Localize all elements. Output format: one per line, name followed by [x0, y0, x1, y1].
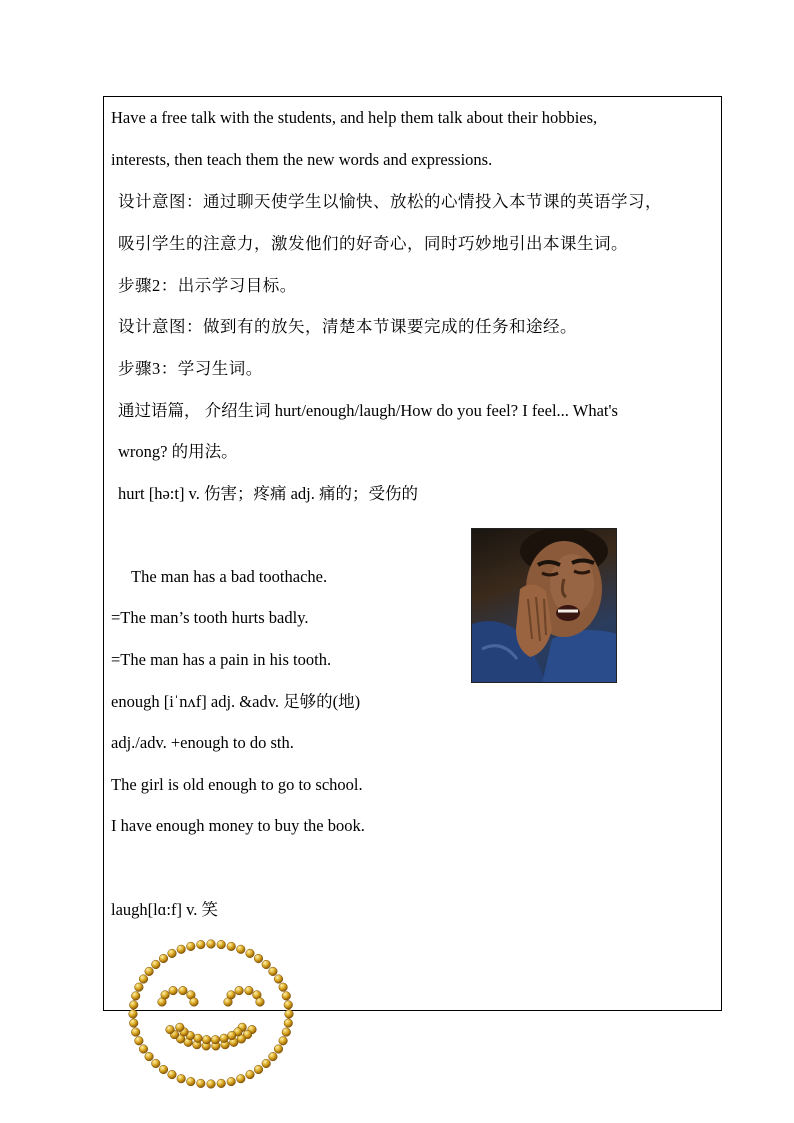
bead — [237, 945, 246, 954]
step-2-heading: 步骤2：出示学习目标。 — [118, 276, 297, 295]
bead — [176, 1023, 185, 1032]
bead — [237, 1074, 246, 1083]
bead — [177, 945, 186, 954]
bead — [131, 1028, 140, 1037]
design-intent-line-3: 设计意图：做到有的放矢，清楚本节课要完成的任务和途经。 — [118, 317, 577, 336]
bead — [159, 1065, 168, 1074]
bead — [235, 986, 244, 995]
bead — [269, 1052, 278, 1061]
bead — [135, 1037, 144, 1046]
design-intent-line-2: 吸引学生的注意力，激发他们的好奇心，同时巧妙地引出本课生词。 — [118, 234, 628, 253]
bead — [179, 986, 188, 995]
paragraph-line-1: Have a free talk with the students, and help them talk about their hobbies, — [111, 108, 598, 127]
bead — [282, 1028, 291, 1037]
bead — [187, 1077, 196, 1086]
vocab-hurt: hurt [hə:t] v. 伤害；疼痛 adj. 痛的；受伤的 — [118, 484, 419, 503]
bead — [262, 960, 271, 969]
enough-example-1: The girl is old enough to go to school. — [111, 775, 363, 794]
bead — [285, 1010, 294, 1019]
bead — [197, 1079, 206, 1088]
step-3-heading: 步骤3：学习生词。 — [118, 359, 263, 378]
vocab-laugh: laugh[lɑ:f] v. 笑 — [111, 900, 218, 919]
bead — [190, 998, 199, 1007]
example-sentence-2: =The man’s tooth hurts badly. — [111, 608, 309, 627]
bead — [227, 991, 236, 1000]
bead — [284, 1001, 293, 1010]
bead — [279, 983, 288, 992]
bead — [254, 954, 263, 963]
bead — [166, 1025, 175, 1034]
bead — [177, 1074, 186, 1083]
bead — [135, 983, 144, 992]
bead — [152, 960, 161, 969]
bead — [168, 1070, 177, 1079]
bead — [279, 1037, 288, 1046]
bead — [207, 1080, 216, 1089]
bead — [245, 986, 254, 995]
enough-pattern: adj./adv. +enough to do sth. — [111, 733, 294, 752]
bead — [254, 1065, 263, 1074]
bead — [246, 1070, 255, 1079]
enough-example-2: I have enough money to buy the book. — [111, 816, 365, 835]
bead — [246, 949, 255, 958]
bead — [129, 1019, 138, 1028]
bead — [217, 1079, 226, 1088]
vocab-enough: enough [iˈnʌf] adj. &adv. 足够的(地) — [111, 692, 361, 711]
bead — [274, 1045, 283, 1054]
bead — [152, 1059, 161, 1068]
bead — [129, 1001, 138, 1010]
man-with-toothache-photo — [471, 528, 617, 683]
bead — [282, 992, 291, 1001]
bead — [262, 1059, 271, 1068]
bead — [274, 975, 283, 984]
bead — [227, 1077, 236, 1086]
bead — [284, 1019, 293, 1028]
design-intent-line-1: 设计意图：通过聊天使学生以愉快、放松的心情投入本节课的英语学习， — [118, 192, 662, 211]
bead — [131, 992, 140, 1001]
bead — [197, 940, 206, 949]
vocab-intro-line-2: wrong? 的用法。 — [118, 442, 238, 461]
vocab-intro-line-1: 通过语篇， 介绍生词 hurt/enough/laugh/How do you feel? I feel... What's — [118, 401, 618, 420]
bead — [217, 940, 226, 949]
bead — [145, 1052, 154, 1061]
bead — [256, 998, 265, 1007]
bead — [139, 975, 148, 984]
bead — [139, 1045, 148, 1054]
bead — [211, 1035, 220, 1044]
example-sentence-1: The man has a bad toothache. — [131, 567, 328, 586]
bead — [129, 1010, 138, 1019]
bead — [194, 1034, 203, 1043]
bead — [202, 1035, 211, 1044]
bead — [145, 967, 154, 976]
example-sentence-3: =The man has a pain in his tooth. — [111, 650, 332, 669]
bead — [168, 949, 177, 958]
bead — [169, 986, 178, 995]
bead — [187, 942, 196, 951]
bead — [227, 942, 236, 951]
bead — [159, 954, 168, 963]
bead — [207, 940, 216, 949]
bead — [161, 991, 170, 1000]
paragraph-line-2: interests, then teach them the new words and expressions. — [111, 150, 493, 169]
bead — [227, 1031, 236, 1040]
bead — [269, 967, 278, 976]
bead — [220, 1034, 229, 1043]
smiley-face-of-beads-icon — [126, 938, 296, 1090]
